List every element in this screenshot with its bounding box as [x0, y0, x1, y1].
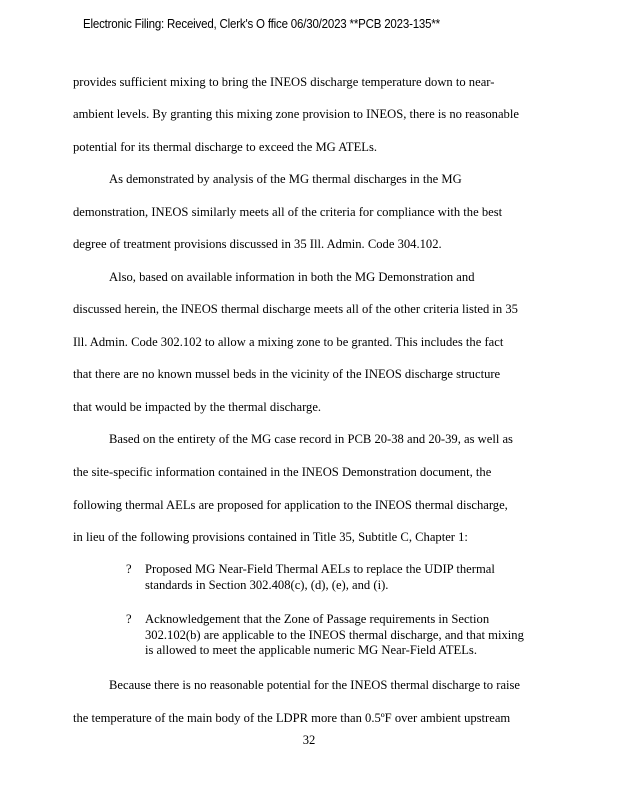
body-line: Also, based on available information in both the MG Demonstration and: [109, 270, 475, 284]
bullet-text: [145, 612, 524, 659]
bullet-line: Proposed MG Near-Field Thermal AELs to replace the UDIP thermal: [145, 562, 495, 576]
bullet-text: [145, 562, 515, 593]
body-line: the site-specific information contained in the INEOS Demonstration document, the: [73, 465, 492, 479]
body-line: discussed herein, the INEOS thermal discharge meets all of the other criteria listed in 35: [73, 302, 518, 316]
body-line: Ill. Admin. Code 302.102 to allow a mixing zone to be granted. This includes the fact: [73, 335, 504, 349]
body-line: Because there is no reasonable potential for the INEOS thermal discharge to raise: [109, 678, 521, 692]
bullet-marker: ?: [126, 612, 132, 626]
body-line: following thermal AELs are proposed for application to the INEOS thermal discharge,: [73, 498, 508, 512]
bullet-line: Acknowledgement that the Zone of Passage requirements in Section: [145, 612, 490, 626]
bullet-marker: ?: [126, 562, 132, 576]
page-number: 32: [302, 733, 316, 747]
body-line: the temperature of the main body of the LDPR more than 0.5ºF over ambient upstream: [73, 711, 511, 725]
body-line: provides sufficient mixing to bring the INEOS discharge temperature down to near-: [73, 75, 495, 89]
body-line: that there are no known mussel beds in the vicinity of the INEOS discharge structure: [73, 367, 501, 381]
body-line: Based on the entirety of the MG case record in PCB 20-38 and 20-39, as well as: [109, 432, 513, 446]
body-line: potential for its thermal discharge to exceed the MG ATELs.: [73, 140, 378, 154]
bullet-line: standards in Section 302.408(c), (d), (e), and (i).: [145, 577, 389, 592]
body-line: demonstration, INEOS similarly meets all of the criteria for compliance with the best: [73, 205, 503, 219]
body-line: that would be impacted by the thermal discharge.: [73, 400, 322, 414]
body-line: ambient levels. By granting this mixing zone provision to INEOS, there is no reasonable: [73, 107, 519, 121]
body-line: degree of treatment provisions discussed in 35 Ill. Admin. Code 304.102.: [73, 237, 442, 251]
body-line: As demonstrated by analysis of the MG thermal discharges in the MG: [109, 172, 462, 186]
bullet-line: is allowed to meet the applicable numeric MG Near-Field ATELs.: [145, 643, 477, 657]
body-line: in lieu of the following provisions contained in Title 35, Subtitle C, Chapter 1:: [73, 530, 468, 544]
filing-header: Electronic Filing: Received, Clerk's O ffice 06/30/2023 **PCB 2023-135**: [83, 17, 440, 31]
bullet-line: 302.102(b) are applicable to the INEOS thermal discharge, and that mixing: [145, 627, 524, 642]
